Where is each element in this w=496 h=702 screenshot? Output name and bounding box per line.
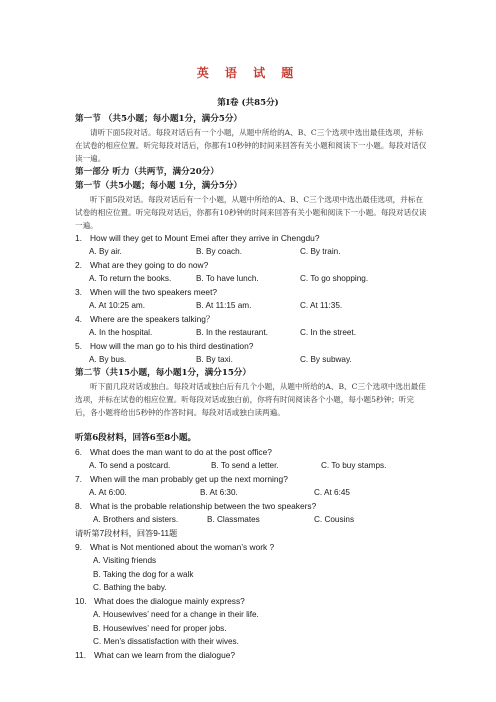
q8-option-a: A. Brothers and sisters. xyxy=(93,515,179,524)
q2-option-b: B. To have lunch. xyxy=(196,274,259,283)
section2-heading: 第二节（共15小题，每小题1分，满分15分） xyxy=(75,368,251,378)
question-11: 11. What can we learn from the dialogue? xyxy=(75,650,236,660)
section2-instructions: 听下面几段对话或独白。每段对话或独白后有几个小题，从题中所给的A、B、C三个选项中选出最佳选项，并标在试卷的相应位置。听每段对话或独白前，你将有时间阅读各个小题，每小题5秒钟；听完后，各小题将给出5秒钟的作答时间。每段对话或独白读两遍。 xyxy=(75,382,426,417)
q6-option-a: A. To send a postcard. xyxy=(89,461,171,470)
section1a-heading: 第一节 （共5小题；每小题1分，满分5分） xyxy=(75,114,243,124)
q2-option-c: C. To go shopping. xyxy=(300,274,369,283)
q9-option-a: A. Visiting friends xyxy=(93,556,157,565)
q5-option-a: A. By bus. xyxy=(89,355,127,364)
question-3: 3. When will the two speakers meet? xyxy=(75,287,218,297)
question-9: 9. What is Not mentioned about the woman’s work ? xyxy=(75,542,275,552)
listening-part-heading: 第一部分 听力（共两节，满分20分） xyxy=(75,167,219,177)
question-10: 10. What does the dialogue mainly express? xyxy=(75,596,245,606)
q5-option-c: C. By subway. xyxy=(300,355,352,364)
material-6-instruction: 听第6段材料，回答6至8小题。 xyxy=(75,433,197,443)
q3-option-c: C. At 11:35. xyxy=(300,301,343,310)
q8-option-c: C. Cousins xyxy=(314,515,355,524)
section1a-instructions: 请听下面5段对话。每段对话后有一个小题，从题中所给的A、B、C三个选项中选出最佳选项，并标在试卷的相应位置。听完每段对话后，你都有10秒钟的时间来回答有关小题和阅读下一小题。每段对话仅读一遍。 xyxy=(75,128,427,163)
q6-option-b: B. To send a letter. xyxy=(211,461,279,470)
q4-option-c: C. In the street. xyxy=(300,328,356,337)
question-6: 6. What does the man want to do at the post office? xyxy=(75,447,272,457)
q4-option-b: B. In the restaurant. xyxy=(196,328,268,337)
q3-option-b: B. At 11:15 am. xyxy=(196,301,252,310)
question-8: 8. What is the probable relationship between the two speakers? xyxy=(75,501,317,511)
q9-option-b: B. Taking the dog for a walk xyxy=(93,570,194,579)
material-7-instruction: 请听第7段材料，回答9-11题 xyxy=(75,529,178,538)
q4-option-a: A. In the hospital. xyxy=(89,328,153,337)
q1-option-b: B. By coach. xyxy=(196,247,242,256)
q10-option-a: A. Housewives’ need for a change in their life. xyxy=(93,610,259,619)
question-4: 4. Where are the speakers talking？ xyxy=(75,314,215,324)
page-title: 英 语 试 题 xyxy=(196,66,300,80)
q1-option-a: A. By air. xyxy=(89,247,122,256)
section1b-instructions: 听下面5段对话。每段对话后有一个小题，从题中所给的A、B、C三个选项中选出最佳选项，并标在试卷的相应位置。听完每段对话后，你都有10秒钟的时间来回答有关小题和阅读下一小题。每段对话仅读一遍。 xyxy=(75,195,427,230)
q2-option-a: A. To return the books. xyxy=(89,274,172,283)
section1b-heading: 第一节（共5小题；每小题 1分，满分5分） xyxy=(75,181,243,191)
q5-option-b: B. By taxi. xyxy=(196,355,233,364)
q10-option-c: C. Men’s dissatisfaction with their wives. xyxy=(93,637,239,646)
question-2: 2. What are they going to do now? xyxy=(75,260,209,270)
q1-option-c: C. By train. xyxy=(300,247,341,256)
q7-option-c: C. At 6:45 xyxy=(314,488,350,497)
q7-option-a: A. At 6:00. xyxy=(89,488,127,497)
question-5: 5. How will the man go to his third destination? xyxy=(75,341,254,351)
q9-option-c: C. Bathing the baby. xyxy=(93,583,167,592)
question-1: 1. How will they get to Mount Emei after they arrive in Chengdu? xyxy=(75,233,320,243)
part-one-header: 第Ⅰ卷 (共85分) xyxy=(217,98,279,108)
q7-option-b: B. At 6:30. xyxy=(200,488,238,497)
q10-option-b: B. Housewives’ need for proper jobs. xyxy=(93,624,227,633)
question-7: 7. When will the man probably get up the next morning? xyxy=(75,474,288,484)
q8-option-b: B. Classmates xyxy=(207,515,260,524)
q6-option-c: C. To buy stamps. xyxy=(321,461,387,470)
q3-option-a: A. At 10:25 am. xyxy=(89,301,145,310)
